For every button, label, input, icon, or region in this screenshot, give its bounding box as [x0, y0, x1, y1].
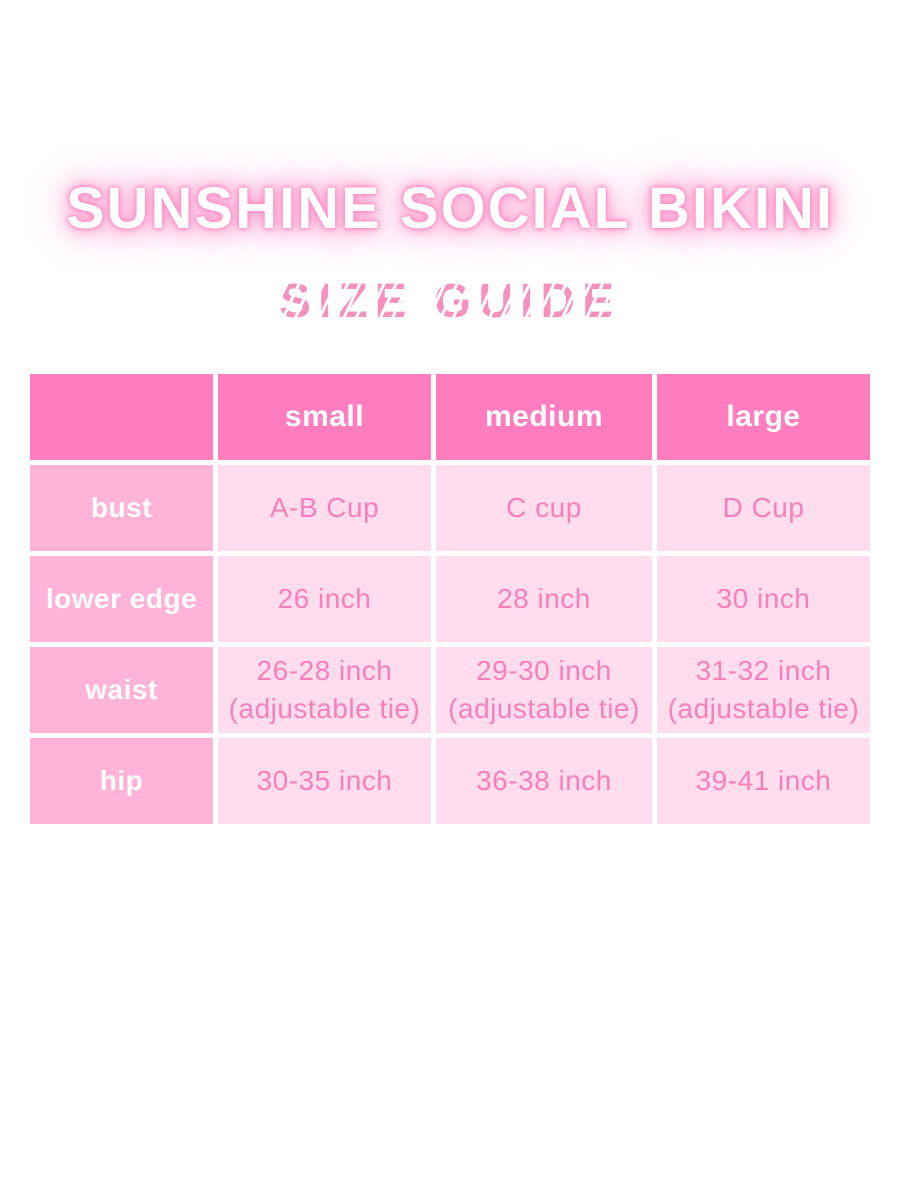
- value-cell-hip-small: 30-35 inch: [218, 738, 431, 824]
- row-label-lower-edge: lower edge: [30, 556, 213, 642]
- value-cell-waist-large: 31-32 inch (adjustable tie): [657, 647, 870, 733]
- size-table: [30, 374, 870, 824]
- value-cell-lower-edge-medium: 28 inch: [436, 556, 652, 642]
- row-label-waist: waist: [30, 647, 213, 733]
- header-cell-large: large: [657, 374, 870, 460]
- header-cell-medium: medium: [436, 374, 652, 460]
- value-cell-bust-large: D Cup: [657, 465, 870, 551]
- value-cell-hip-large: 39-41 inch: [657, 738, 870, 824]
- row-label-bust: bust: [30, 465, 213, 551]
- value-cell-lower-edge-small: 26 inch: [218, 556, 431, 642]
- value-cell-bust-medium: C cup: [436, 465, 652, 551]
- page-title: SUNSHINE SOCIAL BIKINI: [65, 176, 834, 241]
- value-cell-hip-medium: 36-38 inch: [436, 738, 652, 824]
- page-subtitle: SIZE GUIDE: [0, 278, 900, 326]
- value-cell-waist-small: 26-28 inch (adjustable tie): [218, 647, 431, 733]
- header-cell-small: small: [218, 374, 431, 460]
- row-label-hip: hip: [30, 738, 213, 824]
- header-corner-cell: [30, 374, 213, 460]
- value-cell-bust-small: A-B Cup: [218, 465, 431, 551]
- value-cell-lower-edge-large: 30 inch: [657, 556, 870, 642]
- value-cell-waist-medium: 29-30 inch (adjustable tie): [436, 647, 652, 733]
